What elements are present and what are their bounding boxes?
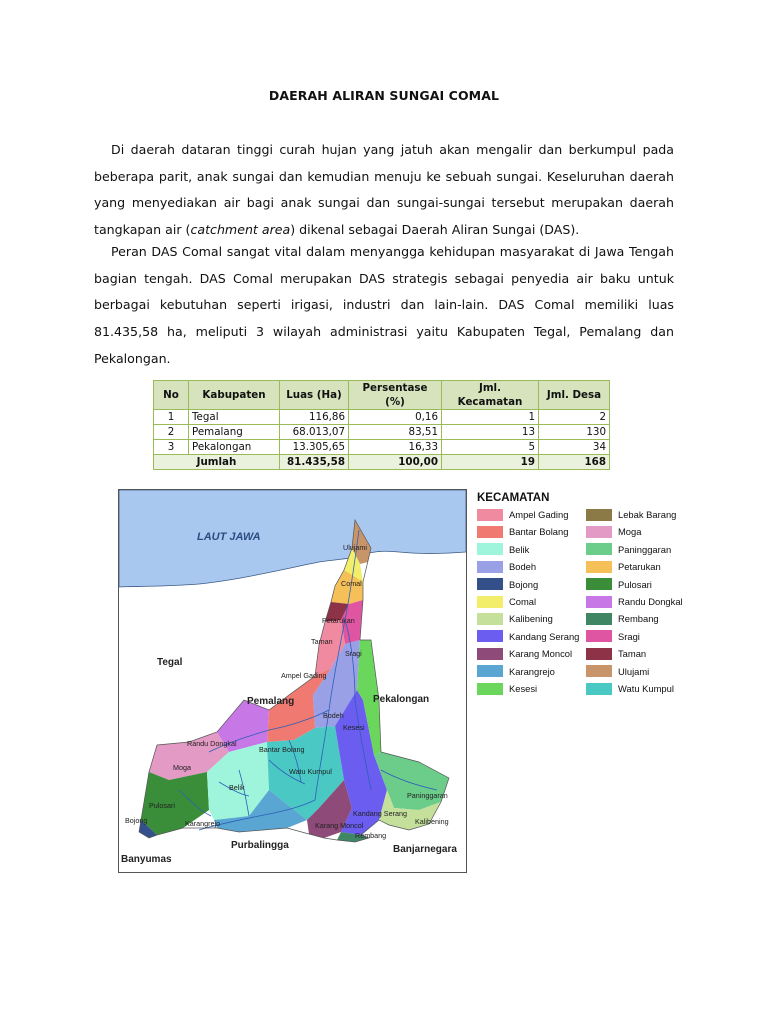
paragraph-text: ) dikenal sebagai Daerah Aliran Sungai (DAS). xyxy=(290,222,580,238)
legend-swatch xyxy=(477,561,503,573)
cell-persentase: 0,16 xyxy=(349,410,442,425)
legend-item xyxy=(477,525,568,538)
map-svg xyxy=(119,490,466,872)
legend-swatch xyxy=(586,526,612,538)
watershed-map xyxy=(118,489,467,873)
legend-item xyxy=(477,647,572,660)
legend-item xyxy=(477,665,555,678)
legend-swatch xyxy=(586,613,612,625)
label-watu-kumpul: Watu Kumpul xyxy=(289,767,332,776)
legend-item xyxy=(477,595,536,608)
legend-item xyxy=(586,543,671,556)
legend-swatch xyxy=(586,543,612,555)
header-kecamatan: Jml. Kecamatan xyxy=(442,381,539,410)
cell-no: 1 xyxy=(154,410,189,425)
total-kecamatan: 19 xyxy=(442,455,539,470)
legend-swatch xyxy=(586,648,612,660)
cell-no: 3 xyxy=(154,440,189,455)
cell-kabupaten: Tegal xyxy=(189,410,280,425)
label-karang-moncol: Karang Moncol xyxy=(315,821,364,830)
legend-swatch xyxy=(477,613,503,625)
cell-luas: 68.013,07 xyxy=(280,425,349,440)
legend-item xyxy=(586,525,641,538)
legend-swatch xyxy=(477,543,503,555)
legend-item xyxy=(586,612,659,625)
cell-kabupaten: Pekalongan xyxy=(189,440,280,455)
cell-kecamatan: 5 xyxy=(442,440,539,455)
legend-label: Karangrejo xyxy=(509,665,555,677)
legend-label: Karang Moncol xyxy=(509,648,573,660)
legend-item xyxy=(477,630,579,643)
label-moga: Moga xyxy=(173,763,191,772)
label-bantar-bolang: Bantar Bolang xyxy=(259,745,305,754)
header-persentase: Persentase (%) xyxy=(349,381,442,410)
legend-swatch xyxy=(586,561,612,573)
legend-item xyxy=(586,595,683,608)
legend-label: Pulosari xyxy=(618,578,652,590)
legend-swatch xyxy=(477,665,503,677)
paragraph-text: Di daerah dataran tinggi curah hujan yang jatuh akan mengalir dan berkumpul pada beberapa parit, anak sungai dan kemudian menuju ke sebuah sungai. Keseluruhan daerah yang menyediakan air bagi anak sungai dan sungai-sungai tersebut merupakan daerah tangkapan air ( xyxy=(94,142,674,238)
label-banyumas: Banyumas xyxy=(121,854,172,865)
label-banjarnegara: Banjarnegara xyxy=(393,844,457,855)
legend-label: Kandang Serang xyxy=(509,630,580,642)
legend-label: Ulujami xyxy=(618,665,650,677)
legend-swatch xyxy=(477,596,503,608)
total-desa: 168 xyxy=(539,455,610,470)
legend-item xyxy=(477,508,568,521)
legend-label: Bantar Bolang xyxy=(509,526,569,538)
label-bodeh: Bodeh xyxy=(323,711,344,720)
total-luas: 81.435,58 xyxy=(280,455,349,470)
cell-kabupaten: Pemalang xyxy=(189,425,280,440)
paragraph-italic-term: catchment area xyxy=(190,222,291,238)
label-randu-dongkal: Randu Dongkal xyxy=(187,739,237,748)
label-ampel-gading: Ampel Gading xyxy=(281,671,327,680)
legend-swatch xyxy=(586,596,612,608)
legend-label: Belik xyxy=(509,543,530,555)
legend-item xyxy=(586,647,646,660)
legend-label: Bodeh xyxy=(509,561,537,573)
legend-label: Kalibening xyxy=(509,613,553,625)
legend-label: Petarukan xyxy=(618,561,661,573)
label-taman: Taman xyxy=(311,637,333,646)
legend-title: KECAMATAN xyxy=(477,492,550,504)
cell-kecamatan: 13 xyxy=(442,425,539,440)
table-header-row xyxy=(154,381,610,410)
legend-label: Taman xyxy=(618,648,647,660)
table-row xyxy=(154,410,610,425)
label-pekalongan: Pekalongan xyxy=(373,694,430,705)
legend-swatch xyxy=(586,630,612,642)
legend-swatch xyxy=(477,509,503,521)
cell-luas: 116,86 xyxy=(280,410,349,425)
legend-swatch xyxy=(586,578,612,590)
legend-label: Randu Dongkal xyxy=(618,596,683,607)
label-pulosari: Pulosari xyxy=(149,801,175,810)
legend-swatch xyxy=(586,509,612,521)
legend-swatch xyxy=(477,630,503,642)
legend-label: Moga xyxy=(618,526,642,538)
label-petarukan: Petarukan xyxy=(322,616,355,625)
document-title: DAERAH ALIRAN SUNGAI COMAL xyxy=(268,88,500,103)
cell-luas: 13.305,65 xyxy=(280,440,349,455)
legend-swatch xyxy=(477,683,503,695)
cell-persentase: 83,51 xyxy=(349,425,442,440)
label-ulujami: Ulujami xyxy=(343,543,367,552)
legend-item xyxy=(477,682,537,695)
cell-persentase: 16,33 xyxy=(349,440,442,455)
label-sragi: Sragi xyxy=(345,649,362,658)
total-label: Jumlah xyxy=(154,455,280,470)
kabupaten-table xyxy=(153,380,610,470)
header-no: No xyxy=(154,381,189,410)
cell-kecamatan: 1 xyxy=(442,410,539,425)
legend-label: Ampel Gading xyxy=(509,509,569,520)
legend-label: Paninggaran xyxy=(618,543,672,555)
legend-label: Watu Kumpul xyxy=(618,683,674,694)
legend-swatch xyxy=(586,665,612,677)
cell-desa: 130 xyxy=(539,425,610,440)
cell-desa: 2 xyxy=(539,410,610,425)
legend-item xyxy=(586,578,652,591)
label-purbalingga: Purbalingga xyxy=(231,840,289,851)
label-pemalang: Pemalang xyxy=(247,696,295,707)
legend-item xyxy=(477,543,529,556)
paragraph-das-comal: Peran DAS Comal sangat vital dalam menyangga kehidupan masyarakat di Jawa Tengah bagian tengah. DAS Comal merupakan DAS strategis sebagai penyedia air baku untuk berbagai kebutuhan seperti irigasi, industri dan lain-lain. DAS Comal memiliki luas 81.435,58 ha, meliputi 3 wilayah administrasi yaitu Kabupaten Tegal, Pemalang dan Pekalongan. xyxy=(94,244,674,366)
header-luas: Luas (Ha) xyxy=(280,381,349,410)
legend-label: Bojong xyxy=(509,578,539,590)
table-row xyxy=(154,440,610,455)
legend-label: Comal xyxy=(509,596,537,607)
cell-desa: 34 xyxy=(539,440,610,455)
paragraph-catchment xyxy=(94,137,674,244)
label-kesesi: Kesesi xyxy=(343,723,365,732)
legend-swatch xyxy=(477,526,503,538)
legend-item xyxy=(477,560,536,573)
legend-label: Lebak Barang xyxy=(618,509,677,520)
label-rembang: Rembang xyxy=(355,831,387,840)
label-bojong: Bojong xyxy=(125,816,148,825)
legend-swatch xyxy=(477,578,503,590)
legend-item xyxy=(586,630,640,643)
map-legend xyxy=(474,490,714,702)
label-paninggaran: Paninggaran xyxy=(407,791,448,800)
label-kalibening: Kalibening xyxy=(415,817,449,826)
sea-label: LAUT JAWA xyxy=(197,531,261,543)
header-kabupaten: Kabupaten xyxy=(189,381,280,410)
cell-no: 2 xyxy=(154,425,189,440)
label-karangrejo: Karangrejo xyxy=(185,819,221,828)
legend-item xyxy=(586,560,661,573)
legend-item xyxy=(586,682,674,695)
legend-swatch xyxy=(586,683,612,695)
legend-label: Kesesi xyxy=(509,683,538,694)
legend-item xyxy=(477,578,538,591)
legend-item xyxy=(477,612,553,625)
label-tegal: Tegal xyxy=(157,657,183,668)
legend-label: Rembang xyxy=(618,613,659,625)
legend-label: Sragi xyxy=(618,630,640,642)
table-total-row xyxy=(154,455,610,470)
label-kandang-serang: Kandang Serang xyxy=(353,809,407,818)
total-persen: 100,00 xyxy=(349,455,442,470)
label-comal: Comal xyxy=(341,579,362,588)
table-row xyxy=(154,425,610,440)
header-desa: Jml. Desa xyxy=(539,381,610,410)
label-belik: Belik xyxy=(229,783,245,792)
legend-swatch xyxy=(477,648,503,660)
legend-item xyxy=(586,508,676,521)
legend-item xyxy=(586,665,649,678)
